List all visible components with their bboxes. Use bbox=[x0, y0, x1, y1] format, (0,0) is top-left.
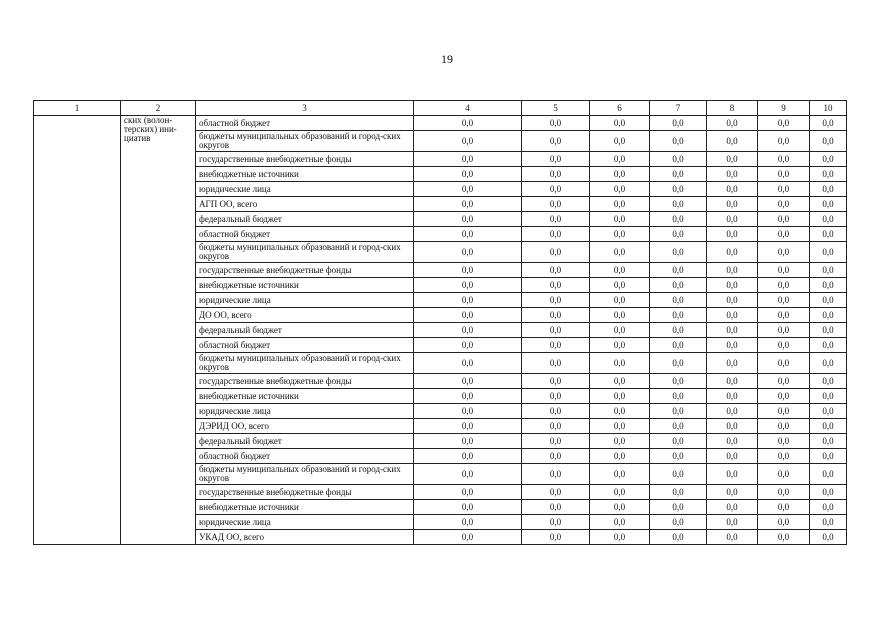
funding-source-cell: внебюджетные источники bbox=[196, 500, 414, 515]
value-cell: 0,0 bbox=[758, 131, 810, 152]
value-cell: 0,0 bbox=[707, 434, 758, 449]
value-cell: 0,0 bbox=[650, 515, 707, 530]
funding-source-cell: юридические лица bbox=[196, 293, 414, 308]
funding-source-cell: внебюджетные источники bbox=[196, 167, 414, 182]
value-cell: 0,0 bbox=[522, 434, 590, 449]
value-cell: 0,0 bbox=[414, 389, 522, 404]
funding-source-cell: ДЭРИД ОО, всего bbox=[196, 419, 414, 434]
value-cell: 0,0 bbox=[414, 404, 522, 419]
value-cell: 0,0 bbox=[590, 500, 650, 515]
value-cell: 0,0 bbox=[707, 404, 758, 419]
funding-source-cell: юридические лица bbox=[196, 404, 414, 419]
value-cell: 0,0 bbox=[650, 227, 707, 242]
value-cell: 0,0 bbox=[707, 293, 758, 308]
funding-source-cell: АГП ОО, всего bbox=[196, 197, 414, 212]
value-cell: 0,0 bbox=[758, 197, 810, 212]
value-cell: 0,0 bbox=[810, 131, 847, 152]
value-cell: 0,0 bbox=[590, 308, 650, 323]
value-cell: 0,0 bbox=[590, 449, 650, 464]
value-cell: 0,0 bbox=[650, 389, 707, 404]
value-cell: 0,0 bbox=[758, 323, 810, 338]
value-cell: 0,0 bbox=[707, 530, 758, 545]
value-cell: 0,0 bbox=[758, 404, 810, 419]
value-cell: 0,0 bbox=[810, 212, 847, 227]
value-cell: 0,0 bbox=[810, 308, 847, 323]
value-cell: 0,0 bbox=[650, 242, 707, 263]
value-cell: 0,0 bbox=[650, 485, 707, 500]
value-cell: 0,0 bbox=[590, 530, 650, 545]
value-cell: 0,0 bbox=[707, 167, 758, 182]
value-cell: 0,0 bbox=[707, 515, 758, 530]
value-cell: 0,0 bbox=[707, 152, 758, 167]
value-cell: 0,0 bbox=[414, 278, 522, 293]
funding-source-cell: внебюджетные источники bbox=[196, 389, 414, 404]
col1-cell bbox=[34, 116, 121, 545]
value-cell: 0,0 bbox=[758, 464, 810, 485]
value-cell: 0,0 bbox=[758, 485, 810, 500]
value-cell: 0,0 bbox=[522, 131, 590, 152]
funding-source-cell: бюджеты муниципальных образований и город-ских округов bbox=[196, 464, 414, 485]
value-cell: 0,0 bbox=[810, 374, 847, 389]
value-cell: 0,0 bbox=[590, 293, 650, 308]
value-cell: 0,0 bbox=[414, 515, 522, 530]
value-cell: 0,0 bbox=[707, 500, 758, 515]
value-cell: 0,0 bbox=[522, 293, 590, 308]
value-cell: 0,0 bbox=[414, 263, 522, 278]
value-cell: 0,0 bbox=[810, 485, 847, 500]
value-cell: 0,0 bbox=[522, 338, 590, 353]
value-cell: 0,0 bbox=[414, 434, 522, 449]
column-header-5: 5 bbox=[522, 101, 590, 116]
value-cell: 0,0 bbox=[590, 278, 650, 293]
value-cell: 0,0 bbox=[758, 116, 810, 131]
funding-source-cell: бюджеты муниципальных образований и город-ских округов bbox=[196, 131, 414, 152]
value-cell: 0,0 bbox=[810, 263, 847, 278]
value-cell: 0,0 bbox=[810, 182, 847, 197]
value-cell: 0,0 bbox=[707, 227, 758, 242]
value-cell: 0,0 bbox=[414, 353, 522, 374]
value-cell: 0,0 bbox=[650, 464, 707, 485]
value-cell: 0,0 bbox=[522, 308, 590, 323]
value-cell: 0,0 bbox=[590, 389, 650, 404]
value-cell: 0,0 bbox=[414, 308, 522, 323]
value-cell: 0,0 bbox=[810, 293, 847, 308]
value-cell: 0,0 bbox=[810, 242, 847, 263]
funding-source-cell: областной бюджет bbox=[196, 449, 414, 464]
value-cell: 0,0 bbox=[590, 167, 650, 182]
value-cell: 0,0 bbox=[414, 419, 522, 434]
value-cell: 0,0 bbox=[414, 131, 522, 152]
value-cell: 0,0 bbox=[414, 500, 522, 515]
value-cell: 0,0 bbox=[758, 389, 810, 404]
value-cell: 0,0 bbox=[758, 515, 810, 530]
value-cell: 0,0 bbox=[414, 374, 522, 389]
value-cell: 0,0 bbox=[590, 263, 650, 278]
value-cell: 0,0 bbox=[758, 278, 810, 293]
value-cell: 0,0 bbox=[650, 212, 707, 227]
value-cell: 0,0 bbox=[522, 182, 590, 197]
value-cell: 0,0 bbox=[414, 485, 522, 500]
funding-source-cell: государственные внебюджетные фонды bbox=[196, 485, 414, 500]
value-cell: 0,0 bbox=[650, 374, 707, 389]
value-cell: 0,0 bbox=[590, 353, 650, 374]
value-cell: 0,0 bbox=[707, 278, 758, 293]
value-cell: 0,0 bbox=[590, 323, 650, 338]
column-header-2: 2 bbox=[121, 101, 196, 116]
value-cell: 0,0 bbox=[522, 353, 590, 374]
value-cell: 0,0 bbox=[590, 197, 650, 212]
value-cell: 0,0 bbox=[522, 323, 590, 338]
value-cell: 0,0 bbox=[810, 434, 847, 449]
value-cell: 0,0 bbox=[522, 464, 590, 485]
value-cell: 0,0 bbox=[414, 197, 522, 212]
value-cell: 0,0 bbox=[414, 530, 522, 545]
value-cell: 0,0 bbox=[590, 242, 650, 263]
value-cell: 0,0 bbox=[522, 197, 590, 212]
funding-source-cell: юридические лица bbox=[196, 182, 414, 197]
value-cell: 0,0 bbox=[810, 323, 847, 338]
value-cell: 0,0 bbox=[414, 242, 522, 263]
value-cell: 0,0 bbox=[590, 434, 650, 449]
value-cell: 0,0 bbox=[758, 530, 810, 545]
value-cell: 0,0 bbox=[590, 131, 650, 152]
value-cell: 0,0 bbox=[522, 116, 590, 131]
funding-source-cell: юридические лица bbox=[196, 515, 414, 530]
column-header-9: 9 bbox=[758, 101, 810, 116]
column-header-6: 6 bbox=[590, 101, 650, 116]
value-cell: 0,0 bbox=[590, 182, 650, 197]
value-cell: 0,0 bbox=[590, 485, 650, 500]
value-cell: 0,0 bbox=[522, 242, 590, 263]
value-cell: 0,0 bbox=[810, 197, 847, 212]
value-cell: 0,0 bbox=[522, 227, 590, 242]
value-cell: 0,0 bbox=[758, 182, 810, 197]
value-cell: 0,0 bbox=[810, 167, 847, 182]
value-cell: 0,0 bbox=[590, 515, 650, 530]
value-cell: 0,0 bbox=[522, 419, 590, 434]
value-cell: 0,0 bbox=[414, 338, 522, 353]
value-cell: 0,0 bbox=[590, 374, 650, 389]
value-cell: 0,0 bbox=[707, 308, 758, 323]
funding-source-cell: областной бюджет bbox=[196, 338, 414, 353]
value-cell: 0,0 bbox=[590, 419, 650, 434]
funding-source-cell: ДО ОО, всего bbox=[196, 308, 414, 323]
column-header-4: 4 bbox=[414, 101, 522, 116]
value-cell: 0,0 bbox=[414, 116, 522, 131]
value-cell: 0,0 bbox=[707, 197, 758, 212]
value-cell: 0,0 bbox=[650, 353, 707, 374]
value-cell: 0,0 bbox=[650, 293, 707, 308]
value-cell: 0,0 bbox=[522, 374, 590, 389]
value-cell: 0,0 bbox=[650, 449, 707, 464]
value-cell: 0,0 bbox=[522, 500, 590, 515]
value-cell: 0,0 bbox=[758, 167, 810, 182]
value-cell: 0,0 bbox=[810, 152, 847, 167]
funding-source-cell: государственные внебюджетные фонды bbox=[196, 152, 414, 167]
column-header-8: 8 bbox=[707, 101, 758, 116]
value-cell: 0,0 bbox=[758, 419, 810, 434]
value-cell: 0,0 bbox=[522, 389, 590, 404]
value-cell: 0,0 bbox=[758, 263, 810, 278]
value-cell: 0,0 bbox=[590, 227, 650, 242]
value-cell: 0,0 bbox=[758, 353, 810, 374]
value-cell: 0,0 bbox=[414, 152, 522, 167]
value-cell: 0,0 bbox=[522, 152, 590, 167]
program-label-cell: ских (волон-терских) ини-циатив bbox=[121, 116, 196, 545]
value-cell: 0,0 bbox=[810, 515, 847, 530]
value-cell: 0,0 bbox=[707, 338, 758, 353]
funding-source-cell: бюджеты муниципальных образований и город-ских округов bbox=[196, 353, 414, 374]
value-cell: 0,0 bbox=[758, 152, 810, 167]
value-cell: 0,0 bbox=[810, 389, 847, 404]
value-cell: 0,0 bbox=[650, 308, 707, 323]
value-cell: 0,0 bbox=[810, 227, 847, 242]
value-cell: 0,0 bbox=[707, 449, 758, 464]
value-cell: 0,0 bbox=[758, 242, 810, 263]
value-cell: 0,0 bbox=[650, 152, 707, 167]
column-header-3: 3 bbox=[196, 101, 414, 116]
value-cell: 0,0 bbox=[810, 116, 847, 131]
value-cell: 0,0 bbox=[707, 323, 758, 338]
funding-source-cell: областной бюджет bbox=[196, 227, 414, 242]
value-cell: 0,0 bbox=[707, 389, 758, 404]
value-cell: 0,0 bbox=[590, 338, 650, 353]
value-cell: 0,0 bbox=[758, 308, 810, 323]
value-cell: 0,0 bbox=[707, 212, 758, 227]
value-cell: 0,0 bbox=[758, 212, 810, 227]
value-cell: 0,0 bbox=[758, 338, 810, 353]
value-cell: 0,0 bbox=[522, 404, 590, 419]
funding-table bbox=[33, 100, 847, 545]
value-cell: 0,0 bbox=[414, 212, 522, 227]
column-header-1: 1 bbox=[34, 101, 121, 116]
value-cell: 0,0 bbox=[522, 515, 590, 530]
value-cell: 0,0 bbox=[650, 338, 707, 353]
value-cell: 0,0 bbox=[414, 464, 522, 485]
header-row bbox=[34, 101, 847, 116]
value-cell: 0,0 bbox=[414, 167, 522, 182]
value-cell: 0,0 bbox=[650, 197, 707, 212]
value-cell: 0,0 bbox=[590, 116, 650, 131]
value-cell: 0,0 bbox=[707, 116, 758, 131]
value-cell: 0,0 bbox=[707, 374, 758, 389]
value-cell: 0,0 bbox=[707, 464, 758, 485]
value-cell: 0,0 bbox=[810, 353, 847, 374]
value-cell: 0,0 bbox=[650, 116, 707, 131]
value-cell: 0,0 bbox=[650, 182, 707, 197]
value-cell: 0,0 bbox=[522, 485, 590, 500]
value-cell: 0,0 bbox=[522, 449, 590, 464]
page-number: 19 bbox=[441, 52, 453, 66]
value-cell: 0,0 bbox=[414, 293, 522, 308]
value-cell: 0,0 bbox=[810, 404, 847, 419]
value-cell: 0,0 bbox=[522, 263, 590, 278]
table-row bbox=[34, 116, 847, 131]
value-cell: 0,0 bbox=[758, 293, 810, 308]
funding-source-cell: федеральный бюджет bbox=[196, 323, 414, 338]
value-cell: 0,0 bbox=[522, 212, 590, 227]
table-header bbox=[34, 101, 847, 116]
value-cell: 0,0 bbox=[590, 212, 650, 227]
value-cell: 0,0 bbox=[414, 323, 522, 338]
value-cell: 0,0 bbox=[707, 263, 758, 278]
value-cell: 0,0 bbox=[707, 131, 758, 152]
value-cell: 0,0 bbox=[650, 263, 707, 278]
value-cell: 0,0 bbox=[522, 167, 590, 182]
value-cell: 0,0 bbox=[650, 530, 707, 545]
value-cell: 0,0 bbox=[650, 500, 707, 515]
value-cell: 0,0 bbox=[810, 278, 847, 293]
value-cell: 0,0 bbox=[810, 419, 847, 434]
value-cell: 0,0 bbox=[758, 434, 810, 449]
value-cell: 0,0 bbox=[650, 278, 707, 293]
value-cell: 0,0 bbox=[758, 449, 810, 464]
funding-source-cell: бюджеты муниципальных образований и город-ских округов bbox=[196, 242, 414, 263]
value-cell: 0,0 bbox=[414, 449, 522, 464]
value-cell: 0,0 bbox=[707, 182, 758, 197]
value-cell: 0,0 bbox=[590, 152, 650, 167]
funding-source-cell: федеральный бюджет bbox=[196, 434, 414, 449]
funding-source-cell: УКАД ОО, всего bbox=[196, 530, 414, 545]
value-cell: 0,0 bbox=[810, 464, 847, 485]
value-cell: 0,0 bbox=[707, 419, 758, 434]
column-header-10: 10 bbox=[810, 101, 847, 116]
funding-source-cell: внебюджетные источники bbox=[196, 278, 414, 293]
value-cell: 0,0 bbox=[650, 167, 707, 182]
funding-source-cell: областной бюджет bbox=[196, 116, 414, 131]
table-body bbox=[34, 116, 847, 545]
value-cell: 0,0 bbox=[810, 530, 847, 545]
funding-source-cell: федеральный бюджет bbox=[196, 212, 414, 227]
value-cell: 0,0 bbox=[522, 530, 590, 545]
value-cell: 0,0 bbox=[758, 374, 810, 389]
value-cell: 0,0 bbox=[707, 353, 758, 374]
value-cell: 0,0 bbox=[590, 404, 650, 419]
funding-source-cell: государственные внебюджетные фонды bbox=[196, 374, 414, 389]
value-cell: 0,0 bbox=[650, 323, 707, 338]
value-cell: 0,0 bbox=[707, 242, 758, 263]
value-cell: 0,0 bbox=[758, 500, 810, 515]
value-cell: 0,0 bbox=[650, 419, 707, 434]
value-cell: 0,0 bbox=[758, 227, 810, 242]
value-cell: 0,0 bbox=[810, 338, 847, 353]
value-cell: 0,0 bbox=[650, 131, 707, 152]
value-cell: 0,0 bbox=[810, 500, 847, 515]
value-cell: 0,0 bbox=[650, 404, 707, 419]
value-cell: 0,0 bbox=[650, 434, 707, 449]
value-cell: 0,0 bbox=[810, 449, 847, 464]
value-cell: 0,0 bbox=[707, 485, 758, 500]
value-cell: 0,0 bbox=[414, 182, 522, 197]
column-header-7: 7 bbox=[650, 101, 707, 116]
value-cell: 0,0 bbox=[414, 227, 522, 242]
value-cell: 0,0 bbox=[522, 278, 590, 293]
funding-source-cell: государственные внебюджетные фонды bbox=[196, 263, 414, 278]
value-cell: 0,0 bbox=[590, 464, 650, 485]
